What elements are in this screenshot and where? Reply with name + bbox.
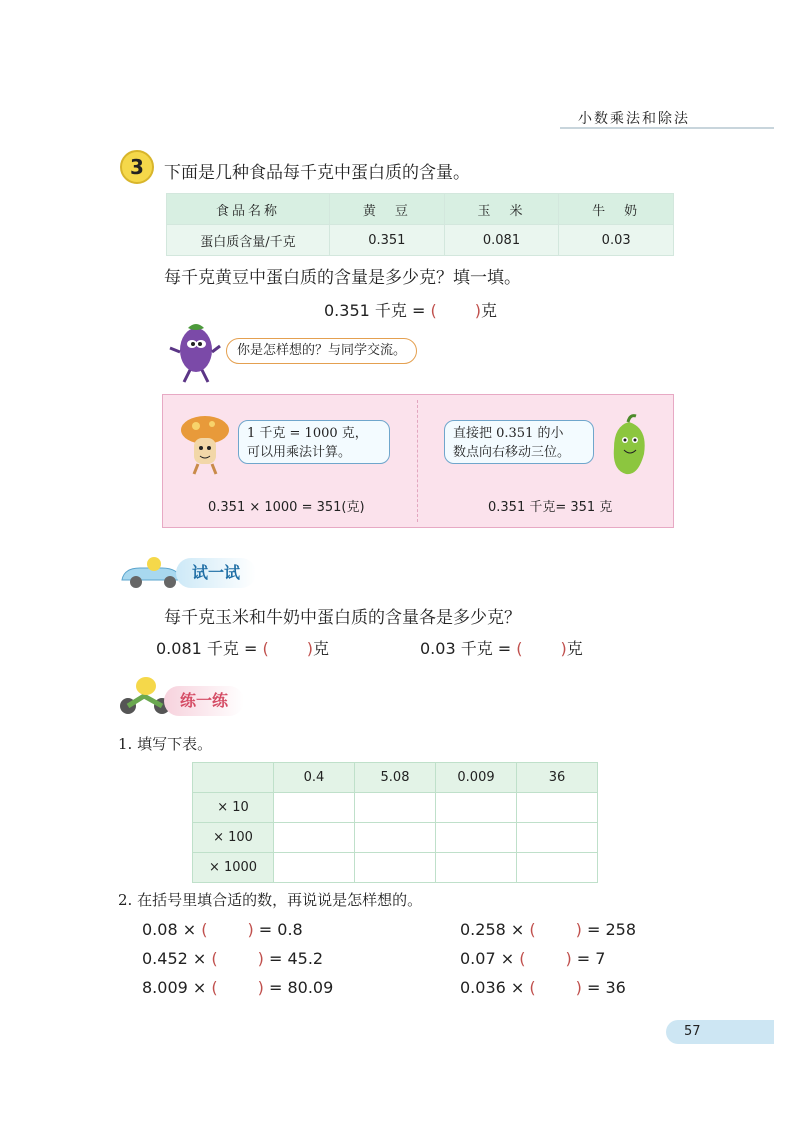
equation-left: 0.452 × (142, 949, 212, 968)
answer-paren-open: ( (262, 639, 269, 658)
answer-cell[interactable] (355, 823, 436, 853)
fill-equation (142, 920, 303, 939)
equation-right: = 80.09 (263, 978, 334, 997)
answer-cell[interactable] (436, 823, 517, 853)
table-row (193, 853, 598, 883)
fill-equation (142, 949, 323, 968)
fill-equation (142, 978, 333, 997)
table-header-row (193, 763, 598, 793)
equation-left: 0.03 千克 = (420, 639, 517, 658)
fill-equation (324, 298, 497, 321)
practice-banner: 练一练 (164, 686, 244, 716)
table-row-label: × 10 (193, 793, 274, 823)
mushroom-character-icon (178, 412, 232, 476)
exercise-1-title: 1. 填写下表。 (118, 735, 213, 753)
calc-left: 0.351 × 1000 = 351(克) (208, 500, 365, 515)
answer-cell[interactable] (274, 793, 355, 823)
equation-left: 0.036 × (460, 978, 530, 997)
table-row (193, 823, 598, 853)
bubble-line: 直接把 0.351 的小 (453, 426, 564, 441)
panel-divider (417, 400, 419, 522)
equation-left: 8.009 × (142, 978, 212, 997)
answer-paren-open: ( (519, 949, 526, 968)
think-bubble: 你是怎样想的？与同学交流。 (226, 338, 417, 364)
equation-left: 0.258 × (460, 920, 530, 939)
equation-left: 0.351 千克 = (324, 301, 431, 320)
table-cell: 0.03 (559, 225, 674, 256)
section-question: 下面是几种食品每千克中蛋白质的含量。 (164, 163, 470, 183)
equation-right: = 0.8 (253, 920, 303, 939)
table-header-cell: 玉 米 (444, 194, 559, 225)
table-row-label: 蛋白质含量/千克 (167, 225, 330, 256)
answer-paren-open: ( (430, 301, 437, 320)
answer-paren-close: ) (575, 978, 582, 997)
fill-equation (156, 636, 329, 659)
answer-paren-open: ( (201, 920, 208, 939)
speech-bubble-right (444, 420, 594, 464)
answer-paren-close: ) (560, 639, 567, 658)
equation-left: 0.07 × (460, 949, 520, 968)
table-header-cell: 0.009 (436, 763, 517, 793)
table-row (193, 793, 598, 823)
table-header-row (167, 194, 674, 225)
equation-right: = 45.2 (263, 949, 324, 968)
table-header-cell (193, 763, 274, 793)
table-header-cell: 黄 豆 (330, 194, 445, 225)
answer-paren-open: ( (529, 978, 536, 997)
bubble-line: 数点向右移动三位。 (453, 445, 571, 460)
speech-bubble-left (238, 420, 390, 464)
answer-paren-close: ) (575, 920, 582, 939)
answer-cell[interactable] (517, 853, 598, 883)
answer-cell[interactable] (517, 823, 598, 853)
bubble-line: 1 千克 = 1000 克， (247, 426, 368, 441)
chapter-title: 小数乘法和除法 (578, 111, 690, 127)
fill-equation (460, 949, 605, 968)
table-row-label: × 100 (193, 823, 274, 853)
table-row (167, 225, 674, 256)
table-cell: 0.081 (444, 225, 559, 256)
eggplant-character-icon (164, 318, 224, 384)
answer-paren-open: ( (529, 920, 536, 939)
fill-equation (420, 636, 583, 659)
bubble-line: 可以用乘法计算。 (247, 445, 352, 460)
number-badge-icon: 3 (120, 150, 154, 184)
table-header-cell: 5.08 (355, 763, 436, 793)
equation-unit: 克 (480, 301, 497, 320)
answer-cell[interactable] (436, 853, 517, 883)
table-header-cell: 0.4 (274, 763, 355, 793)
multiplication-table (192, 762, 598, 883)
equation-unit: 克 (566, 639, 583, 658)
calc-right: 0.351 千克= 351 克 (488, 500, 613, 515)
answer-cell[interactable] (274, 823, 355, 853)
table-header-cell: 食品名称 (167, 194, 330, 225)
answer-paren-close: ) (474, 301, 481, 320)
equation-left: 0.081 千克 = (156, 639, 263, 658)
table-header-cell: 36 (517, 763, 598, 793)
answer-paren-close: ) (257, 978, 264, 997)
table-header-cell: 牛 奶 (559, 194, 674, 225)
answer-paren-close: ) (257, 949, 264, 968)
answer-cell[interactable] (355, 793, 436, 823)
answer-paren-open: ( (211, 949, 218, 968)
sub-question: 每千克黄豆中蛋白质的含量是多少克？填一填。 (164, 268, 521, 288)
answer-paren-open: ( (211, 978, 218, 997)
fill-equation (460, 920, 636, 939)
equation-left: 0.08 × (142, 920, 202, 939)
answer-paren-close: ) (247, 920, 254, 939)
answer-cell[interactable] (274, 853, 355, 883)
answer-paren-close: ) (565, 949, 572, 968)
fill-equation (460, 978, 626, 997)
table-cell: 0.351 (330, 225, 445, 256)
equation-right: = 258 (581, 920, 637, 939)
answer-cell[interactable] (436, 793, 517, 823)
page-number: 57 (666, 1020, 774, 1044)
header-rule (560, 127, 774, 129)
answer-paren-close: ) (306, 639, 313, 658)
answer-cell[interactable] (517, 793, 598, 823)
equation-unit: 克 (312, 639, 329, 658)
table-row-label: × 1000 (193, 853, 274, 883)
exercise-2-title: 2. 在括号里填合适的数，再说说是怎样想的。 (118, 891, 423, 909)
protein-table (166, 193, 674, 256)
answer-cell[interactable] (355, 853, 436, 883)
try-question: 每千克玉米和牛奶中蛋白质的含量各是多少克？ (164, 608, 521, 628)
pepper-character-icon (604, 414, 654, 478)
equation-right: = 7 (571, 949, 606, 968)
equation-right: = 36 (581, 978, 626, 997)
try-it-banner: 试一试 (176, 558, 256, 588)
answer-paren-open: ( (516, 639, 523, 658)
